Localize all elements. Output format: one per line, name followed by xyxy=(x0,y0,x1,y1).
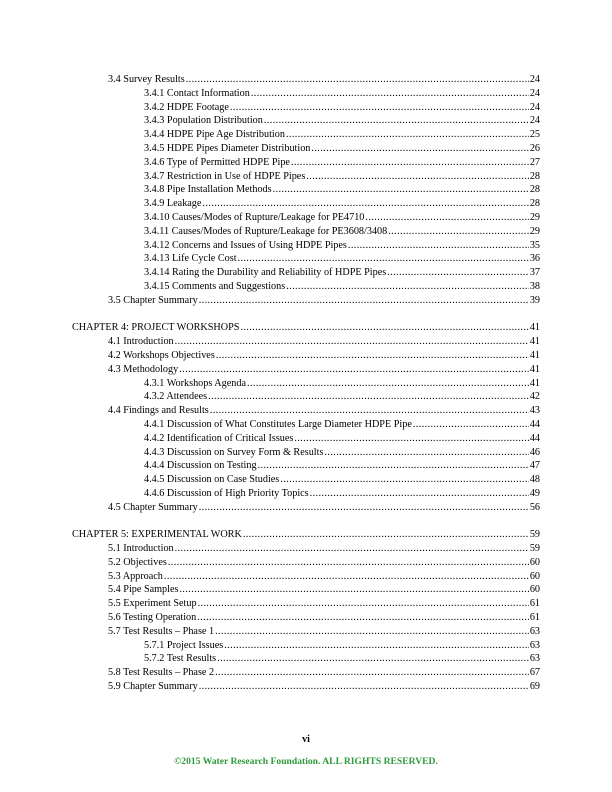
toc-entry[interactable] xyxy=(72,556,540,570)
toc-entry-title: 3.4.9 Leakage xyxy=(144,198,202,210)
toc-leader-dots xyxy=(324,446,528,460)
toc-leader-dots xyxy=(311,142,528,156)
toc-entry-title: 5.9 Chapter Summary xyxy=(108,681,198,693)
toc-leader-dots xyxy=(238,252,529,266)
toc-entry-page-number: 41 xyxy=(529,336,540,348)
toc-leader-dots xyxy=(365,211,528,225)
toc-entry-title: 3.4.10 Causes/Modes of Rupture/Leakage for PE4710 xyxy=(144,211,365,223)
toc-leader-dots xyxy=(186,73,529,87)
toc-entry[interactable] xyxy=(72,377,540,391)
toc-entry-page-number: 60 xyxy=(529,570,540,582)
toc-leader-dots xyxy=(210,404,529,418)
toc-entry-page-number: 41 xyxy=(529,363,540,375)
toc-entry[interactable] xyxy=(72,87,540,101)
toc-entry[interactable] xyxy=(72,73,540,87)
toc-leader-dots xyxy=(286,128,529,142)
toc-entry-title: 3.4.2 HDPE Footage xyxy=(144,101,229,113)
toc-leader-dots xyxy=(306,170,529,184)
toc-entry-title: 4.4.5 Discussion on Case Studies xyxy=(144,474,280,486)
toc-entry-title: 5.3 Approach xyxy=(108,570,163,582)
toc-entry-page-number: 60 xyxy=(529,556,540,568)
toc-leader-dots xyxy=(251,87,529,101)
toc-entry-title: 3.4 Survey Results xyxy=(108,74,185,85)
toc-entry[interactable] xyxy=(72,390,540,404)
toc-leader-dots xyxy=(217,652,529,666)
toc-entry-page-number: 59 xyxy=(529,529,540,541)
toc-entry-page-number: 48 xyxy=(529,474,540,486)
toc-entry-page-number: 69 xyxy=(529,681,540,693)
toc-entry-title: 4.4 Findings and Results xyxy=(108,405,209,417)
toc-leader-dots xyxy=(199,294,529,308)
toc-entry-title: 4.4.1 Discussion of What Constitutes Large Diameter HDPE Pipe xyxy=(144,418,412,430)
toc-entry[interactable] xyxy=(72,252,540,266)
toc-leader-dots xyxy=(258,459,529,473)
toc-leader-dots xyxy=(280,473,529,487)
toc-entry[interactable] xyxy=(72,432,540,446)
toc-entry[interactable] xyxy=(72,170,540,184)
toc-leader-dots xyxy=(179,583,528,597)
toc-entry[interactable] xyxy=(72,528,540,542)
toc-leader-dots xyxy=(348,239,529,253)
toc-leader-dots xyxy=(215,666,529,680)
toc-leader-dots xyxy=(294,432,528,446)
toc-entry-title: 5.7 Test Results – Phase 1 xyxy=(108,625,215,637)
toc-leader-dots xyxy=(208,390,529,404)
toc-leader-dots xyxy=(179,363,529,377)
toc-leader-dots xyxy=(168,556,529,570)
toc-entry-page-number: 35 xyxy=(529,239,540,251)
toc-entry-title: 5.1 Introduction xyxy=(108,543,174,555)
toc-entry-page-number: 24 xyxy=(529,101,540,113)
toc-entry-page-number: 44 xyxy=(529,432,540,444)
toc-entry-title: 5.5 Experiment Setup xyxy=(108,598,197,610)
toc-entry-title: 3.4.5 HDPE Pipes Diameter Distribution xyxy=(144,142,311,154)
toc-entry-page-number: 24 xyxy=(529,115,540,127)
toc-entry-title: 4.3.1 Workshops Agenda xyxy=(144,377,246,389)
toc-entry[interactable] xyxy=(72,114,540,128)
toc-leader-dots xyxy=(413,418,529,432)
toc-entry-title: 5.4 Pipe Samples xyxy=(108,584,179,596)
toc-entry[interactable] xyxy=(72,211,540,225)
toc-leader-dots xyxy=(247,377,529,391)
toc-entry-page-number: 41 xyxy=(529,349,540,361)
toc-entry[interactable] xyxy=(72,639,540,653)
toc-entry-page-number: 24 xyxy=(529,74,540,85)
toc-entry-page-number: 27 xyxy=(529,156,540,168)
toc-entry-title: 3.4.4 HDPE Pipe Age Distribution xyxy=(144,129,285,141)
toc-entry-title: 4.3.2 Attendees xyxy=(144,391,208,403)
toc-entry[interactable] xyxy=(72,239,540,253)
toc-entry[interactable] xyxy=(72,666,540,680)
toc-entry-page-number: 46 xyxy=(529,446,540,458)
toc-entry[interactable] xyxy=(72,418,540,432)
toc-entry[interactable] xyxy=(72,142,540,156)
toc-entry-page-number: 49 xyxy=(529,487,540,499)
toc-entry[interactable] xyxy=(72,652,540,666)
toc-leader-dots xyxy=(264,114,529,128)
toc-entry-title: CHAPTER 4: PROJECT WORKSHOPS xyxy=(72,322,240,334)
toc-entry-page-number: 28 xyxy=(529,184,540,196)
toc-entry-page-number: 39 xyxy=(529,294,540,306)
toc-entry[interactable] xyxy=(72,570,540,584)
toc-leader-dots xyxy=(164,570,529,584)
toc-entry-title: 5.8 Test Results – Phase 2 xyxy=(108,667,215,679)
toc-entry-title: 4.4.2 Identification of Critical Issues xyxy=(144,432,294,444)
toc-entry[interactable] xyxy=(72,363,540,377)
toc-entry[interactable] xyxy=(72,625,540,639)
toc-entry-page-number: 59 xyxy=(529,543,540,555)
toc-entry[interactable] xyxy=(72,459,540,473)
toc-entry[interactable] xyxy=(72,349,540,363)
toc-entry-page-number: 43 xyxy=(529,405,540,417)
toc-entry-page-number: 41 xyxy=(529,377,540,389)
toc-entry-title: 4.4.3 Discussion on Survey Form & Results xyxy=(144,446,324,458)
toc-entry[interactable] xyxy=(72,611,540,625)
toc-entry-page-number: 37 xyxy=(529,267,540,279)
toc-entry-title: CHAPTER 5: EXPERIMENTAL WORK xyxy=(72,529,242,541)
toc-entry-title: 3.4.6 Type of Permitted HDPE Pipe xyxy=(144,156,290,168)
toc-entry-title: 3.4.8 Pipe Installation Methods xyxy=(144,184,272,196)
toc-leader-dots xyxy=(224,639,529,653)
toc-entry-page-number: 56 xyxy=(529,501,540,513)
toc-entry[interactable] xyxy=(72,294,540,308)
toc-entry[interactable] xyxy=(72,321,540,335)
toc-entry-title: 3.4.3 Population Distribution xyxy=(144,115,263,127)
toc-entry-page-number: 60 xyxy=(529,584,540,596)
toc-entry-title: 3.4.1 Contact Information xyxy=(144,87,250,99)
toc-entry-title: 4.1 Introduction xyxy=(108,336,174,348)
toc-entry-page-number: 41 xyxy=(529,322,540,334)
toc-leader-dots xyxy=(175,335,529,349)
toc-entry[interactable] xyxy=(72,266,540,280)
toc-entry[interactable] xyxy=(72,680,540,694)
toc-section-gap xyxy=(72,308,540,322)
toc-entry-page-number: 28 xyxy=(529,198,540,210)
toc-entry-title: 3.4.7 Restriction in Use of HDPE Pipes xyxy=(144,170,306,182)
toc-leader-dots xyxy=(202,197,528,211)
toc-entry[interactable] xyxy=(72,280,540,294)
toc-entry-title: 4.4.4 Discussion on Testing xyxy=(144,460,257,472)
toc-entry-title: 4.5 Chapter Summary xyxy=(108,501,198,513)
toc-leader-dots xyxy=(273,183,529,197)
toc-entry-page-number: 26 xyxy=(529,142,540,154)
toc-entry[interactable] xyxy=(72,473,540,487)
toc-leader-dots xyxy=(243,528,529,542)
toc-entry-page-number: 29 xyxy=(529,225,540,237)
toc-entry-page-number: 63 xyxy=(529,639,540,651)
toc-leader-dots xyxy=(387,266,529,280)
copyright-notice: ©2015 Water Research Foundation. ALL RIGHTS RESERVED. xyxy=(174,756,438,767)
toc-entry-title: 3.4.11 Causes/Modes of Rupture/Leakage for PE3608/3408 xyxy=(144,225,388,237)
toc-entry[interactable] xyxy=(72,128,540,142)
toc-leader-dots xyxy=(216,349,529,363)
toc-leader-dots xyxy=(215,625,529,639)
toc-entry[interactable] xyxy=(72,183,540,197)
toc-entry[interactable] xyxy=(72,404,540,418)
toc-entry-title: 3.4.14 Rating the Durability and Reliability of HDPE Pipes xyxy=(144,267,387,279)
toc-entry-page-number: 67 xyxy=(529,667,540,679)
toc-leader-dots xyxy=(286,280,529,294)
toc-leader-dots xyxy=(310,487,529,501)
toc-entry-page-number: 63 xyxy=(529,653,540,665)
toc-entry-page-number: 29 xyxy=(529,211,540,223)
toc-entry-page-number: 44 xyxy=(529,418,540,430)
toc-entry-title: 5.7.2 Test Results xyxy=(144,653,217,665)
toc-leader-dots xyxy=(388,225,529,239)
toc-leader-dots xyxy=(197,611,529,625)
toc-entry[interactable] xyxy=(72,156,540,170)
toc-leader-dots xyxy=(230,101,529,115)
toc-entry[interactable] xyxy=(72,446,540,460)
toc-leader-dots xyxy=(175,542,529,556)
page-number: vi xyxy=(302,734,310,745)
toc-entry-title: 4.3 Methodology xyxy=(108,363,179,375)
toc-entry-title: 4.2 Workshops Objectives xyxy=(108,349,215,361)
toc-leader-dots xyxy=(291,156,529,170)
toc-entry-title: 3.4.13 Life Cycle Cost xyxy=(144,253,237,265)
toc-entry-page-number: 61 xyxy=(529,612,540,624)
toc-entry-title: 3.5 Chapter Summary xyxy=(108,294,198,306)
toc-entry-page-number: 63 xyxy=(529,625,540,637)
toc-entry[interactable] xyxy=(72,542,540,556)
toc-entry-title: 5.6 Testing Operation xyxy=(108,612,197,624)
toc-section-gap xyxy=(72,515,540,529)
toc-entry-page-number: 24 xyxy=(529,87,540,99)
toc-entry-title: 5.2 Objectives xyxy=(108,556,167,568)
toc-entry-title: 5.7.1 Project Issues xyxy=(144,639,224,651)
toc-entry[interactable] xyxy=(72,225,540,239)
toc-entry-page-number: 38 xyxy=(529,280,540,292)
toc-leader-dots xyxy=(240,321,528,335)
toc-entry-page-number: 36 xyxy=(529,253,540,265)
toc-entry-title: 3.4.12 Concerns and Issues of Using HDPE Pipes xyxy=(144,239,347,251)
toc-entry-page-number: 61 xyxy=(529,598,540,610)
toc-entry[interactable] xyxy=(72,197,540,211)
toc-leader-dots xyxy=(199,680,529,694)
toc-entry[interactable] xyxy=(72,487,540,501)
toc-entry[interactable] xyxy=(72,583,540,597)
toc-leader-dots xyxy=(199,501,529,515)
toc-entry[interactable] xyxy=(72,597,540,611)
toc-entry[interactable] xyxy=(72,501,540,515)
table-of-contents xyxy=(72,73,540,694)
toc-entry[interactable] xyxy=(72,101,540,115)
toc-entry-title: 4.4.6 Discussion of High Priority Topics xyxy=(144,487,309,499)
toc-entry-page-number: 28 xyxy=(529,170,540,182)
toc-entry-page-number: 25 xyxy=(529,129,540,141)
toc-entry-page-number: 47 xyxy=(529,460,540,472)
toc-entry[interactable] xyxy=(72,335,540,349)
toc-entry-title: 3.4.15 Comments and Suggestions xyxy=(144,280,286,292)
toc-leader-dots xyxy=(198,597,529,611)
toc-entry-page-number: 42 xyxy=(529,391,540,403)
